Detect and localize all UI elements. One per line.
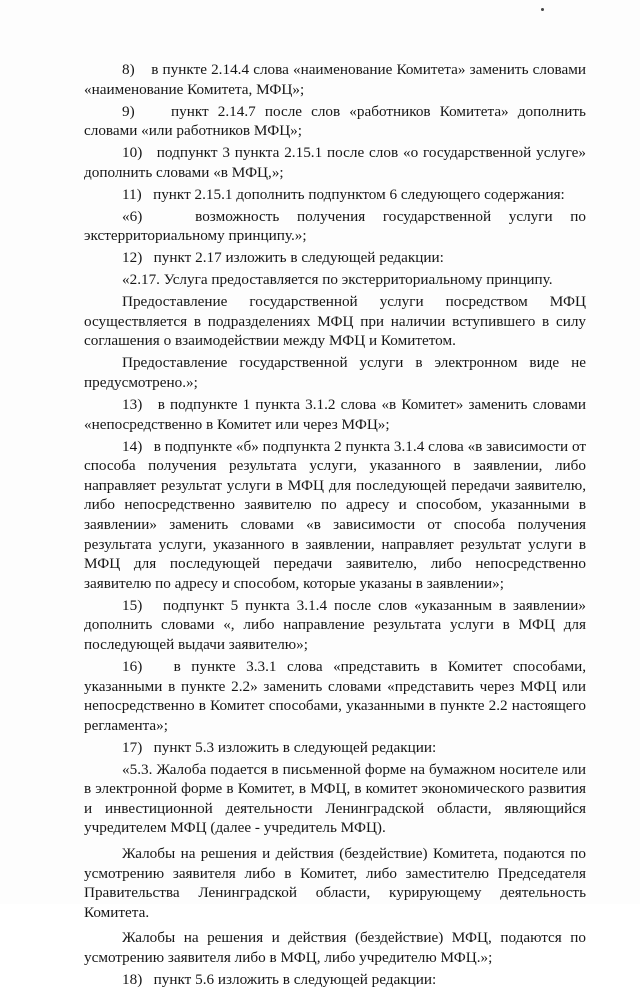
paragraph-item-11: 11) пункт 2.15.1 дополнить подпунктом 6 следующего содержания: <box>122 185 565 203</box>
paragraph-clause-5-3: «5.3. Жалоба подается в письменной форме на бумажном носителе или в электронной форме в Комитет, в МФЦ, в комитет экономического развития и инвестиционной деятельности Ленинградской области, являющийся учредителем МФЦ (далее - учредитель МФЦ). <box>84 760 586 837</box>
paragraph-item-8: 8) в пункте 2.14.4 слова «наименование Комитета» заменить словами «наименование Комитета, МФЦ»; <box>84 61 586 98</box>
paragraph-complaints-committee: Жалобы на решения и действия (бездействие) Комитета, подаются по усмотрению заявителя либо в Комитет, либо заместителю Председателя Правительства Ленинградской области, курирующему деятельность Комитета. <box>84 845 586 921</box>
paragraph-mfc-service: Предоставление государственной услуги посредством МФЦ осуществляется в подразделениях МФЦ при наличии вступившего в силу соглашения о взаимодействии между МФЦ и Комитетом. <box>84 293 586 350</box>
paragraph-item-15: 15) подпункт 5 пункта 3.1.4 после слов «указанным в заявлении» дополнить словами «, либо направление результата услуги в МФЦ для последующей выдачи заявителю»; <box>84 596 586 653</box>
scan-speck <box>541 8 544 11</box>
paragraph-item-9: 9) пункт 2.14.7 после слов «работников Комитета» дополнить словами «или работников МФЦ»; <box>84 102 586 140</box>
paragraph-item-18: 18) пункт 5.6 изложить в следующей редакции: <box>122 970 437 988</box>
paragraph-electronic-service: Предоставление государственной услуги в электронном виде не предусмотрено.»; <box>84 354 586 392</box>
paragraph-subitem-6: «6) возможность получения государственной услуги по экстерриториальному принципу.»; <box>84 207 586 245</box>
paragraph-item-17: 17) пункт 5.3 изложить в следующей редакции: <box>122 738 437 756</box>
paragraph-item-12: 12) пункт 2.17 изложить в следующей редакции: <box>122 249 444 267</box>
document-body <box>84 60 586 992</box>
paragraph-complaints-mfc: Жалобы на решения и действия (бездействие) МФЦ, подаются по усмотрению заявителя либо в МФЦ, либо учредителю МФЦ.»; <box>84 929 586 966</box>
paragraph-item-16: 16) в пункте 3.3.1 слова «представить в Комитет способами, указанными в пункте 2.2» заменить словами «представить через МФЦ или непосредственно в Комитет способами, указанными в пункте 2.2 настоящего регламента»; <box>84 657 586 734</box>
paragraph-item-14: 14) в подпункте «б» подпункта 2 пункта 3.1.4 слова «в зависимости от способа получения результата услуги, указанного в заявлении, либо направляет результат услуги в МФЦ для последующей передачи заявителю, либо непосредственно заявителю по адресу и способом, указанными в заявлении» заменить словами «в зависимости от способа получения результата услуги, указанного в заявлении, направляет результат услуги в МФЦ для последующей передачи заявителю, либо непосредственно заявителю по адресу и способом, которые указаны в заявлении»; <box>84 437 586 592</box>
paragraph-item-13: 13) в подпункте 1 пункта 3.1.2 слова «в Комитет» заменить словами «непосредственно в Комитет или через МФЦ»; <box>84 396 586 433</box>
paragraph-clause-2-17: «2.17. Услуга предоставляется по экстерриториальному принципу. <box>122 271 553 289</box>
paragraph-item-10: 10) подпункт 3 пункта 2.15.1 после слов «о государственной услуге» дополнить словами «в МФЦ,»; <box>84 144 586 181</box>
